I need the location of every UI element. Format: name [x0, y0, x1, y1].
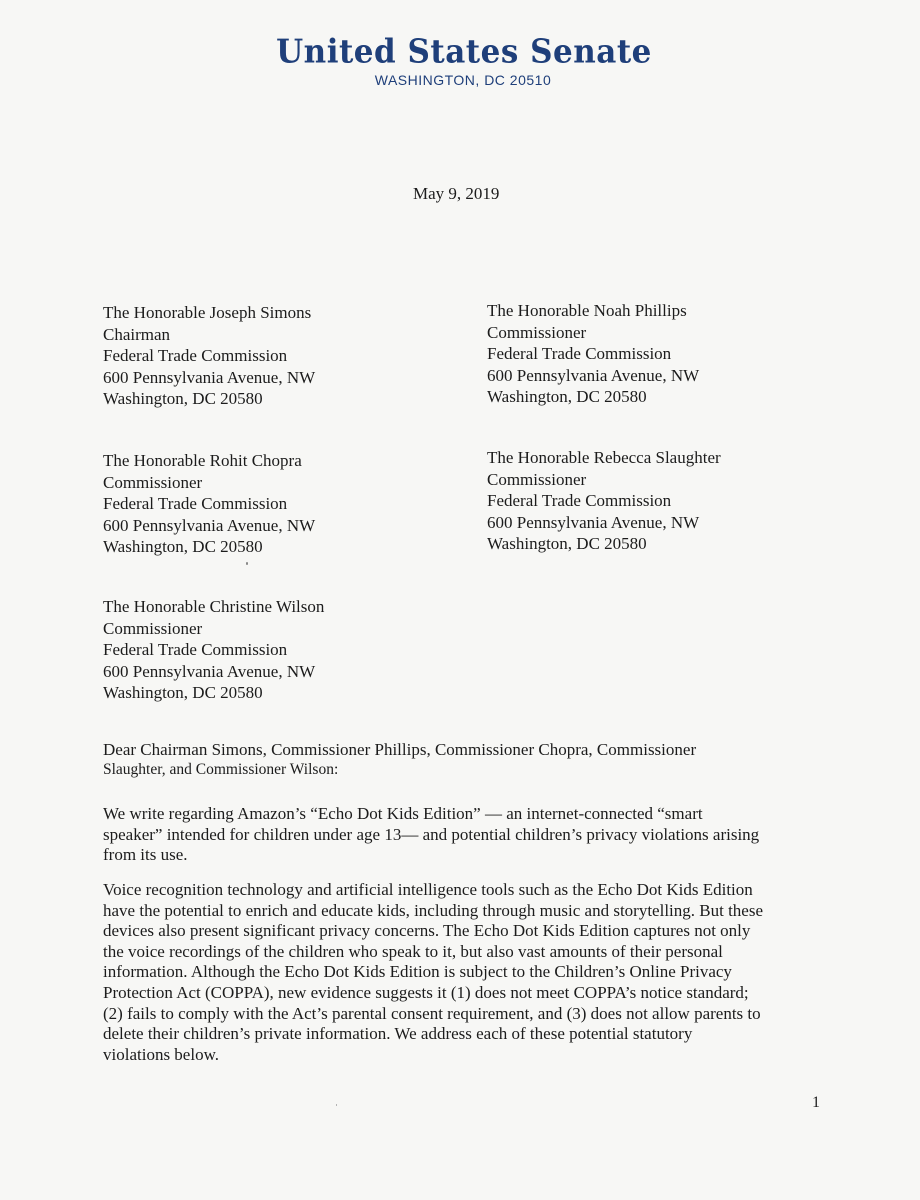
recipient-agency: Federal Trade Commission — [487, 491, 672, 510]
recipient-street: 600 Pennsylvania Avenue, NW — [103, 515, 316, 535]
salutation-line: Slaughter, and Commissioner Wilson: — [103, 761, 339, 778]
paragraph-line: delete their children’s private information. We address each of these potential statutory — [103, 1024, 693, 1044]
letterhead-title: United States Senate — [276, 33, 652, 71]
paragraph-line: Voice recognition technology and artificial intelligence tools such as the Echo Dot Kids Edition — [103, 880, 753, 899]
recipient-city: Washington, DC 20580 — [487, 387, 647, 406]
paragraph-line: from its use. — [103, 845, 188, 865]
recipient-city: Washington, DC 20580 — [487, 534, 647, 553]
recipient-street: 600 Pennsylvania Avenue, NW — [487, 512, 700, 532]
paragraph-line: speaker” intended for children under age 13— and potential children’s privacy violations arising — [103, 824, 760, 844]
paragraph-line: the voice recordings of the children who speak to it, but also vast amounts of their personal — [103, 941, 723, 961]
salutation — [103, 740, 823, 780]
body-paragraph-1 — [103, 804, 823, 866]
paragraph-line: have the potential to enrich and educate kids, including through music and storytelling. But these — [103, 900, 764, 920]
paragraph-line: We write regarding Amazon’s “Echo Dot Kids Edition” — an internet-connected “smart — [103, 804, 703, 823]
body-paragraph-2 — [103, 880, 823, 1065]
letterhead-address: WASHINGTON, DC 20510 — [374, 72, 552, 88]
letter-date: May 9, 2019 — [413, 184, 500, 203]
recipient-address-slaughter — [487, 447, 721, 555]
recipient-street: 600 Pennsylvania Avenue, NW — [103, 367, 316, 387]
recipient-title: Commissioner — [487, 322, 587, 342]
recipient-agency: Federal Trade Commission — [103, 494, 288, 513]
recipient-name: The Honorable Rohit Chopra — [103, 451, 302, 470]
scan-speck — [246, 562, 248, 565]
recipient-title: Chairman — [103, 324, 171, 344]
recipient-address-wilson — [103, 596, 324, 704]
recipient-title: Commissioner — [487, 469, 587, 489]
salutation-line: Dear Chairman Simons, Commissioner Phillips, Commissioner Chopra, Commissioner — [103, 740, 697, 759]
recipient-agency: Federal Trade Commission — [103, 346, 288, 365]
recipient-city: Washington, DC 20580 — [103, 683, 263, 702]
recipient-city: Washington, DC 20580 — [103, 389, 263, 408]
paragraph-line: devices also present significant privacy concerns. The Echo Dot Kids Edition captures not only — [103, 921, 751, 941]
recipient-address-simons — [103, 302, 315, 410]
scan-speck — [336, 1104, 337, 1106]
paragraph-line: Protection Act (COPPA), new evidence suggests it (1) does not meet COPPA’s notice standard; — [103, 982, 749, 1002]
recipient-city: Washington, DC 20580 — [103, 537, 263, 556]
recipient-title: Commissioner — [103, 618, 203, 638]
paragraph-line: (2) fails to comply with the Act’s parental consent requirement, and (3) does not allow parents to — [103, 1003, 761, 1023]
recipient-address-chopra — [103, 450, 315, 558]
recipient-title: Commissioner — [103, 472, 203, 492]
recipient-agency: Federal Trade Commission — [487, 344, 672, 363]
recipient-name: The Honorable Joseph Simons — [103, 303, 312, 322]
recipient-name: The Honorable Noah Phillips — [487, 301, 687, 320]
recipient-street: 600 Pennsylvania Avenue, NW — [103, 661, 316, 681]
recipient-address-phillips — [487, 300, 699, 408]
paragraph-line: violations below. — [103, 1044, 219, 1064]
recipient-agency: Federal Trade Commission — [103, 640, 288, 659]
recipient-name: The Honorable Christine Wilson — [103, 597, 325, 616]
recipient-name: The Honorable Rebecca Slaughter — [487, 448, 721, 467]
page-number: 1 — [812, 1094, 820, 1111]
letterhead — [0, 34, 920, 88]
paragraph-line: information. Although the Echo Dot Kids Edition is subject to the Children’s Online Privacy — [103, 962, 732, 982]
recipient-street: 600 Pennsylvania Avenue, NW — [487, 365, 700, 385]
